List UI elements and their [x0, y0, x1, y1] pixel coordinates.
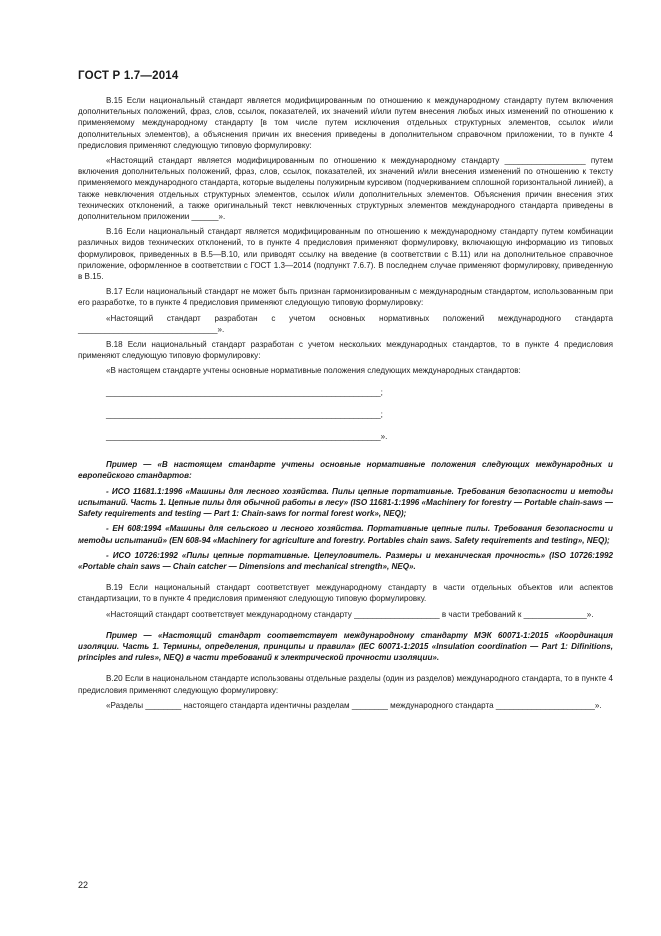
paragraph-b18: В.18 Если национальный стандарт разработан с учетом нескольких международных стандартов, то в пункте 4 предисловия применяют следующую типовую формулировку:: [78, 340, 613, 361]
paragraph-b15-quote: «Настоящий стандарт является модифицированным по отношению к международному стандарту __________________ путем включения дополнительных положений, фраз, слов, ссылок, показателей, их значений и/или внесения изменений по отношению к тексту применяемого международного стандарта, которые выделены полужирным курсивом (подчеркиванием сплошной горизонтальной линией), а также невключения отдельных структурных элементов, ссылок и/или дополнительных элементов. Объяснения причин внесения этих технических отклонений, а также оригинальный текст невключенных структурных элементов международного стандарта приведены в дополнительном приложении ______».: [78, 156, 613, 222]
paragraph-b17-quote: «Настоящий стандарт разработан с учетом основных нормативных положений международного стандарта _______________________________».: [78, 313, 613, 334]
blank-line-3: _____________________________________________________________».: [106, 432, 388, 442]
paragraph-b20: В.20 Если в национальном стандарте использованы отдельные разделы (один из разделов) международного стандарта, то в пункте 4 предисловия применяют следующую формулировку:: [78, 674, 613, 695]
document-body: [78, 95, 613, 715]
example-1-item-3: - ИСО 10726:1992 «Пилы цепные портативные. Цепеуловитель. Размеры и механическая прочность» (ISO 10726:1992 «Portable chain saws — Chain catcher — Dimensions and mechanical strength», NEQ».: [78, 550, 613, 571]
paragraph-b19-quote: «Настоящий стандарт соответствует международному стандарту ___________________ в части требований к ______________».: [106, 609, 594, 619]
paragraph-b17: В.17 Если национальный стандарт не может быть признан гармонизированным с международным стандартом, использованным при его разработке, то в пункте 4 предисловия применяют следующую типовую формулировку:: [78, 287, 613, 308]
example-1-item-1: - ИСО 11681.1:1996 «Машины для лесного хозяйства. Пилы цепные портативные. Требования безопасности и методы испытаний. Часть 1. Цепные пилы для обычной работы в лесу» (ISO 11681-1:1996 «Machinery for forestry — Portable chain-saws — Safety requirements and testing — Part 1: Chain-saws for normal forest work», NEQ);: [78, 486, 613, 519]
paragraph-b20-quote: «Разделы ________ настоящего стандарта идентичны разделам ________ международного стандарта ______________________».: [106, 700, 602, 710]
document-header: ГОСТ Р 1.7—2014: [78, 70, 179, 82]
example-1-item-2: - ЕН 608:1994 «Машины для сельского и лесного хозяйства. Портативные цепные пилы. Требования безопасности и методы испытаний» (EN 608-94 «Machinery for agriculture and forestry. Portables chain saws. Safety requirements and testing», NEQ);: [78, 524, 613, 545]
paragraph-b16: В.16 Если национальный стандарт является модифицированным по отношению к международному стандарту путем комбинации различных видов технических отклонений, то в пункте 4 предисловия применяют формулировку, включающую информацию из типовых формулировок, приведенных в В.5—В.10, или приводят ссылку на введение (в соответствии с В.11) или на дополнительное справочное приложение, оформленное в соответствии с ГОСТ 1.3—2014 (подпункт 7.6.7). В последнем случае применяют формулировку, приведенную в В.15.: [78, 227, 613, 282]
example-2: Пример — «Настоящий стандарт соответствует международному стандарту МЭК 60071-1:2015 «Координация изоляции. Часть 1. Термины, определения, принципы и правила» (IEC 60071-1:2015 «Insulation coordination — Part 1: Difinitions, principles and rules», NEQ) в части требований к электрической прочности изоляции».: [78, 630, 613, 663]
example-1-intro: Пример — «В настоящем стандарте учтены основные нормативные положения следующих международных и европейского стандартов:: [78, 460, 613, 481]
paragraph-b19: В.19 Если национальный стандарт соответствует международному стандарту в части отдельных объектов или аспектов стандартизации, то в пункте 4 предисловия применяют следующую типовую формулировку.: [78, 583, 613, 604]
blank-line-1: _____________________________________________________________;: [106, 387, 383, 397]
paragraph-b15: В.15 Если национальный стандарт является модифицированным по отношению к международному стандарту путем включения дополнительных положений, фраз, слов, ссылок, показателей, их значений и/или путем внесения любых иных изменений по отношению к применяемому международному стандарту [в том числе путем исключения отдельных структурных элементов, ссылок и/или дополнительных элементов), а объяснения причин их внесения приведены в дополнительном справочном приложении, то в пункте 4 предисловия применяют следующую типовую формулировку:: [78, 96, 613, 150]
paragraph-b18-quote: «В настоящем стандарте учтены основные нормативные положения следующих международных стандартов:: [106, 366, 521, 376]
page-number: 22: [78, 880, 89, 890]
blank-line-2: _____________________________________________________________;: [106, 409, 383, 419]
